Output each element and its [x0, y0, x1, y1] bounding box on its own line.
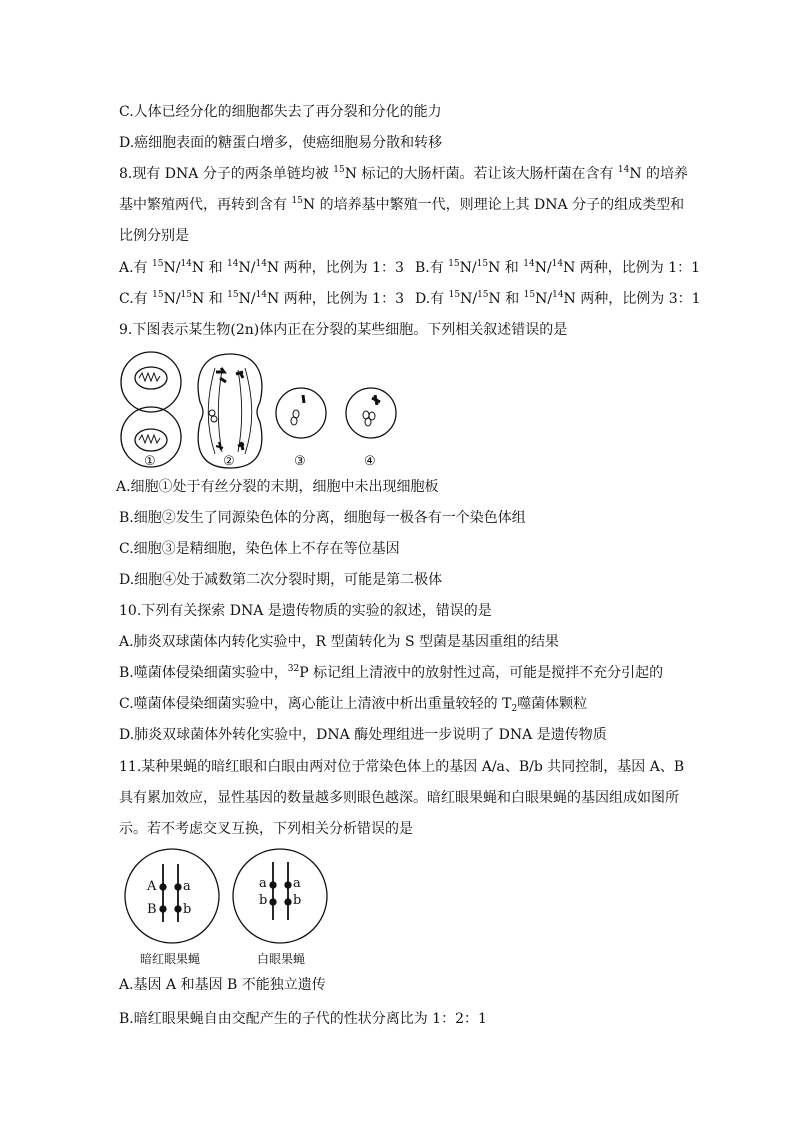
cell-3 — [276, 388, 326, 438]
gene-label-a: a — [183, 879, 191, 894]
option-d-q7: D.癌细胞表面的糖蛋白增多，使癌细胞易分散和转移 — [119, 135, 443, 151]
option-a-q8: A.有 $^{15}$N/$^{14}$N 和 $^{14}$N/$^{14}$N 两种，比例为 1：3 — [119, 259, 404, 276]
option-b-q11: B.暗红眼果蝇自由交配产生的子代的性状分离比为 1：2：1 — [119, 1011, 487, 1027]
gene-label-B: B — [147, 902, 157, 917]
caption-dark-red-eye: 暗红眼果蝇 — [140, 952, 201, 966]
question-11-line-2: 具有累加效应，显性基因的数量越多则眼色越深。暗红眼果蝇和白眼果蝇的基因组成如图所 — [119, 790, 679, 806]
question-8-line-3: 比例分别是 — [119, 228, 189, 244]
option-d-q8: D.有 $^{15}$N/$^{15}$N 和 $^{15}$N/$^{14}$N 两种，比例为 3：1 — [415, 290, 701, 307]
gene-label-b-left: b — [259, 893, 268, 908]
option-c-q10: C.噬菌体侵染细菌实验中，离心能让上清液中析出重量较轻的 $T_2$噬菌体颗粒 — [119, 696, 588, 714]
option-a-q9: A.细胞①处于有丝分裂的末期，细胞中未出现细胞板 — [116, 479, 439, 495]
cell-label-2: ② — [223, 454, 235, 469]
gene-label-b: b — [183, 902, 192, 917]
cell-label-4: ④ — [364, 454, 376, 469]
option-d-q9: D.细胞④处于减数第二次分裂时期，可能是第二极体 — [119, 572, 443, 588]
cell-1 — [121, 352, 181, 467]
option-c-q7: C.人体已经分化的细胞都失去了再分裂和分化的能力 — [119, 104, 442, 120]
gene-label-A: A — [147, 879, 157, 894]
cell-label-3: ③ — [294, 454, 306, 469]
option-a-q11: A.基因 A 和基因 B 不能独立遗传 — [119, 977, 326, 993]
white-eye-cell — [233, 849, 327, 943]
caption-white-eye: 白眼果蝇 — [257, 952, 306, 966]
option-c-q9: C.细胞③是精细胞，染色体上不存在等位基因 — [119, 541, 400, 557]
question-11-line-3: 示。若不考虑交叉互换，下列相关分析错误的是 — [119, 821, 413, 837]
genotype-figure — [120, 844, 335, 969]
question-8-line-1: 8.现有 DNA 分子的两条单链均被 $^{15}$N 标记的大肠杆菌。若让该大肠杆菌在含有 $^{14}$N 的培养 — [119, 165, 689, 182]
gene-label-a-right: a — [293, 876, 301, 891]
question-8-line-2: 基中繁殖两代，再转到含有 $^{15}$N 的培养基中繁殖一代，则理论上其 DNA 分子的组成类型和 — [119, 196, 685, 213]
option-b-q9: B.细胞②发生了同源染色体的分离，细胞每一极各有一个染色体组 — [119, 510, 526, 526]
gene-label-b-right: b — [293, 893, 302, 908]
option-d-q10: D.肺炎双球菌体外转化实验中，DNA 酶处理组进一步说明了 DNA 是遗传物质 — [119, 727, 607, 743]
option-c-q8: C.有 $^{15}$N/$^{15}$N 和 $^{15}$N/$^{14}$N 两种，比例为 1：3 — [119, 290, 404, 307]
option-b-q10: B.噬菌体侵染细菌实验中，$^{32}$P 标记组上清液中的放射性过高，可能是搅拌不充分引起的 — [119, 664, 664, 681]
gene-label-a-left: a — [259, 876, 267, 891]
option-b-q8: B.有 $^{15}$N/$^{15}$N 和 $^{14}$N/$^{14}$N 两种，比例为 1：1 — [415, 259, 701, 276]
question-10-stem: 10.下列有关探索 DNA 是遗传物质的实验的叙述，错误的是 — [119, 603, 492, 619]
cell-2 — [198, 354, 262, 468]
cell-division-figure — [118, 350, 408, 472]
option-a-q10: A.肺炎双球菌体内转化实验中，R 型菌转化为 S 型菌是基因重组的结果 — [119, 634, 560, 650]
cell-4 — [346, 388, 396, 438]
cell-label-1: ① — [144, 454, 156, 469]
dark-red-eye-cell — [125, 849, 219, 943]
question-9-stem: 9.下图表示某生物(2n)体内正在分裂的某些细胞。下列相关叙述错误的是 — [119, 322, 568, 338]
question-11-line-1: 11.某种果蝇的暗红眼和白眼由两对位于常染色体上的基因 A/a、B/b 共同控制，基因 A、B — [119, 759, 685, 775]
